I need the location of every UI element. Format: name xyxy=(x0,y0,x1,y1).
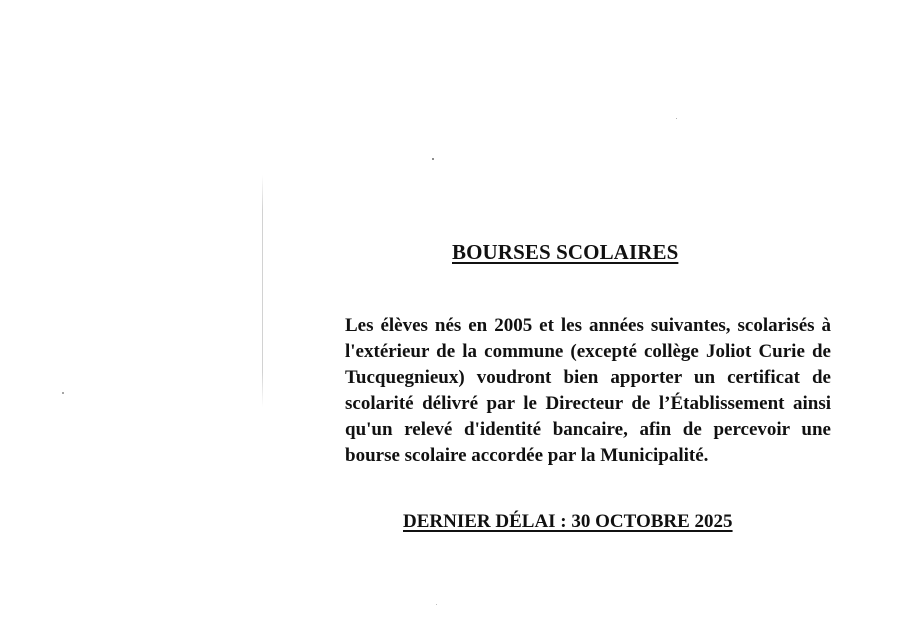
notice-body: Les élèves nés en 2005 et les années suivantes, scolarisés à l'extérieur de la commune (excepté collège Joliot Curie de Tucquegnieux) voudront bien apporter un certificat de scolarité délivré par le Directeur de l’Établissement ainsi qu'un relevé d'identité bancaire, afin de percevoir une bourse scolaire accordée par la Municipalité. xyxy=(345,315,831,466)
scan-speck xyxy=(436,604,437,605)
deadline-notice: DERNIER DÉLAI : 30 OCTOBRE 2025 xyxy=(403,511,733,532)
notice-title: BOURSES SCOLAIRES xyxy=(452,240,679,264)
scan-speck xyxy=(62,392,64,394)
scan-speck xyxy=(432,158,434,160)
paper-fold-line xyxy=(262,175,263,407)
scan-speck xyxy=(676,118,677,119)
